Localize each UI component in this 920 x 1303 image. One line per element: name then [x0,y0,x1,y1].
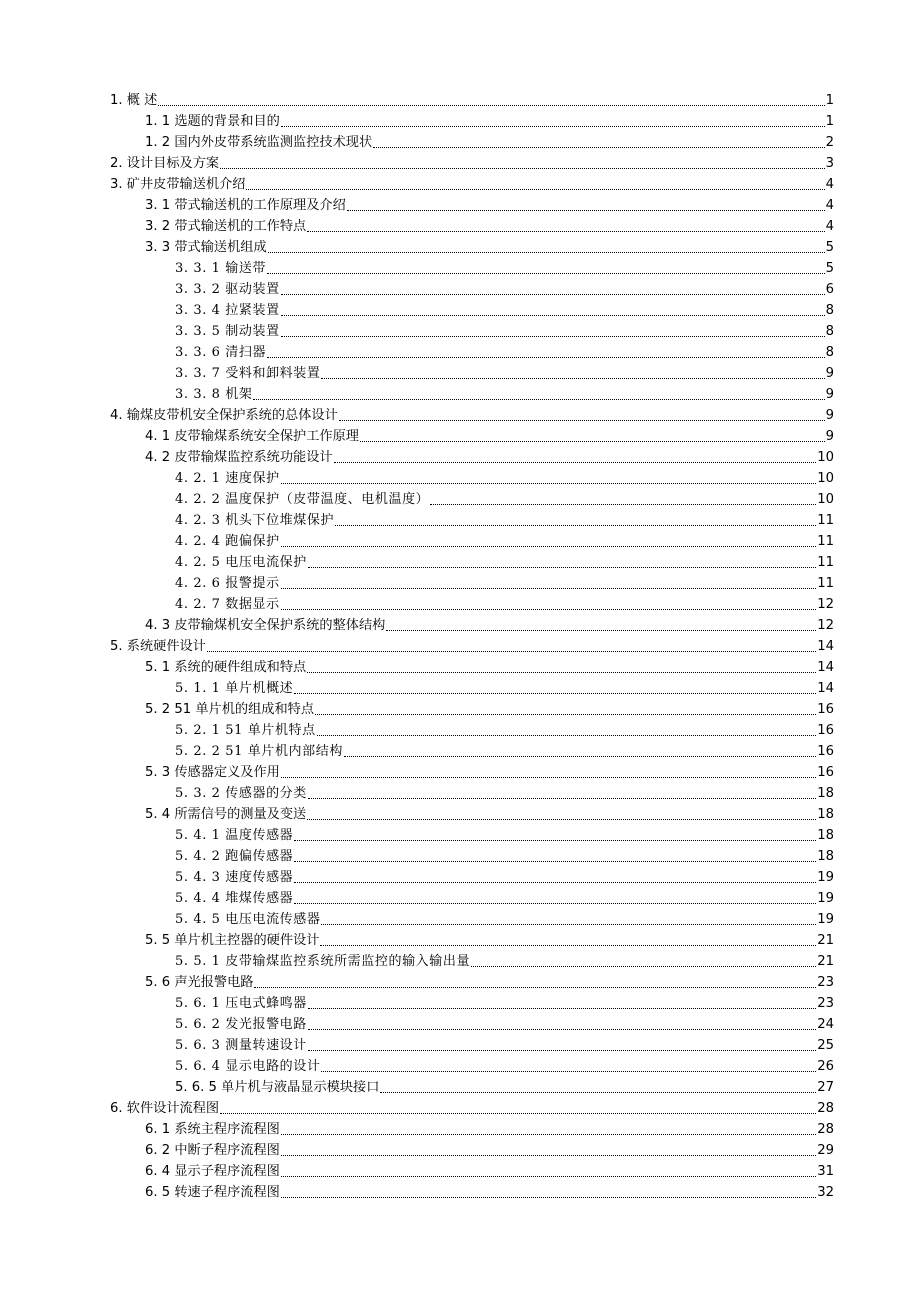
toc-entry-page-number: 5 [825,240,834,255]
toc-entry-page-number: 9 [825,408,834,423]
toc-entry-title: 5. 6. 5 单片机与液晶显示模块接口 [175,1080,380,1095]
toc-entry-page-number: 18 [817,828,834,843]
toc-entry-page-number: 19 [817,891,834,906]
toc-entry-title: 6. 2 中断子程序流程图 [145,1143,280,1158]
toc-dot-leader [220,168,825,169]
toc-dot-leader [281,609,817,610]
toc-entry-title: 5. 2 51 单片机的组成和特点 [145,702,315,717]
toc-dot-leader [253,399,824,400]
toc-dot-leader [307,672,816,673]
toc-dot-leader [220,1113,816,1114]
toc-entry-page-number: 1 [825,114,834,129]
toc-entry-page-number: 29 [817,1143,834,1158]
toc-dot-leader [308,798,816,799]
toc-entry-title: 1. 1 选题的背景和目的 [145,114,280,129]
toc-dot-leader [267,273,825,274]
toc-entry-page-number: 10 [817,471,834,486]
toc-entry-title: 3. 3. 6 清扫器 [175,345,267,360]
toc-dot-leader [281,336,825,337]
toc-entry-page-number: 16 [817,723,834,738]
toc-entry-page-number: 6 [825,282,834,297]
toc-entry-title: 4. 2. 7 数据显示 [175,597,280,612]
toc-dot-leader [281,1134,816,1135]
toc-entry[interactable] [110,1182,834,1203]
toc-entry[interactable] [110,111,834,132]
toc-entry-page-number: 16 [817,765,834,780]
toc-entry-title: 3. 3. 7 受料和卸料装置 [175,366,321,381]
toc-entry-page-number: 23 [817,996,834,1011]
toc-entry[interactable] [110,447,834,468]
toc-entry-page-number: 3 [825,156,834,171]
toc-entry-page-number: 1 [825,93,834,108]
toc-entry-title: 5. 3. 2 传感器的分类 [175,786,307,801]
toc-entry-page-number: 19 [817,912,834,927]
toc-dot-leader [281,1197,816,1198]
toc-entry-title: 3. 3. 1 输送带 [175,261,267,276]
toc-dot-leader [315,714,816,715]
toc-entry-page-number: 26 [817,1059,834,1074]
toc-entry[interactable] [110,699,834,720]
toc-entry-title: 4. 2. 5 电压电流保护 [175,555,307,570]
toc-entry[interactable] [110,846,834,867]
toc-entry-title: 5. 4. 2 跑偏传感器 [175,849,294,864]
toc-entry-page-number: 11 [817,534,834,549]
toc-entry-page-number: 28 [817,1122,834,1137]
toc-entry[interactable] [110,237,834,258]
toc-dot-leader [334,462,817,463]
toc-entry[interactable] [110,657,834,678]
toc-entry-page-number: 8 [825,345,834,360]
toc-entry-page-number: 21 [817,933,834,948]
toc-dot-leader [281,546,817,547]
toc-entry-title: 3. 3. 2 驱动装置 [175,282,280,297]
toc-entry[interactable] [110,909,834,930]
toc-entry-title: 5. 6. 2 发光报警电路 [175,1017,307,1032]
toc-entry-title: 5. 系统硬件设计 [110,639,206,654]
toc-entry-title: 5. 1. 1 单片机概述 [175,681,294,696]
toc-entry-page-number: 18 [817,807,834,822]
toc-entry-page-number: 23 [817,975,834,990]
toc-entry-title: 5. 6 声光报警电路 [145,975,254,990]
toc-entry[interactable] [110,993,834,1014]
toc-entry-title: 5. 3 传感器定义及作用 [145,765,280,780]
toc-dot-leader [281,777,816,778]
toc-dot-leader [308,1050,816,1051]
toc-dot-leader [307,231,824,232]
toc-dot-leader [268,252,825,253]
toc-entry[interactable] [110,132,834,153]
toc-entry-title: 5. 2. 1 51 单片机特点 [175,723,316,738]
toc-dot-leader [294,882,816,883]
toc-entry-page-number: 14 [817,660,834,675]
toc-entry-title: 4. 1 皮带输煤系统安全保护工作原理 [145,429,359,444]
toc-entry[interactable] [110,489,834,510]
toc-dot-leader [380,1092,816,1093]
toc-entry-title: 4. 3 皮带输煤机安全保护系统的整体结构 [145,618,386,633]
toc-entry-title: 3. 3. 8 机架 [175,387,253,402]
toc-entry-page-number: 19 [817,870,834,885]
toc-dot-leader [294,693,816,694]
toc-entry-page-number: 9 [825,387,834,402]
toc-dot-leader [307,819,816,820]
toc-dot-leader [373,147,824,148]
toc-entry-title: 1. 概 述 [110,93,158,108]
toc-entry[interactable] [110,615,834,636]
toc-dot-leader [294,903,816,904]
toc-entry-title: 5. 4. 3 速度传感器 [175,870,294,885]
toc-entry-page-number: 8 [825,324,834,339]
toc-entry-title: 5. 2. 2 51 单片机内部结构 [175,744,343,759]
toc-entry[interactable] [110,594,834,615]
toc-entry[interactable] [110,741,834,762]
toc-entry-title: 3. 矿井皮带输送机介绍 [110,177,246,192]
toc-entry-page-number: 16 [817,744,834,759]
toc-entry[interactable] [110,1161,834,1182]
toc-dot-leader [281,1155,816,1156]
toc-entry-page-number: 4 [825,177,834,192]
toc-entry[interactable] [110,216,834,237]
toc-entry-page-number: 27 [817,1080,834,1095]
toc-entry[interactable] [110,510,834,531]
toc-entry[interactable] [110,153,834,174]
toc-dot-leader [339,420,825,421]
toc-entry[interactable] [110,1056,834,1077]
toc-entry[interactable] [110,1119,834,1140]
toc-dot-leader [281,588,817,589]
toc-entry-title: 4. 2. 2 温度保护（皮带温度、电机温度） [175,492,430,507]
toc-entry[interactable] [110,300,834,321]
toc-dot-leader [281,126,825,127]
toc-entry[interactable] [110,363,834,384]
toc-entry-page-number: 11 [817,576,834,591]
toc-dot-leader [321,378,824,379]
toc-entry[interactable] [110,783,834,804]
toc-entry[interactable] [110,573,834,594]
toc-entry[interactable] [110,342,834,363]
toc-entry-page-number: 32 [817,1185,834,1200]
toc-entry[interactable] [110,1014,834,1035]
toc-dot-leader [360,441,825,442]
toc-entry[interactable] [110,174,834,195]
toc-entry-page-number: 2 [825,135,834,150]
toc-entry[interactable] [110,1077,834,1098]
toc-entry-title: 3. 3 带式输送机组成 [145,240,267,255]
toc-entry-title: 4. 2. 3 机头下位堆煤保护 [175,513,335,528]
toc-entry[interactable] [110,867,834,888]
toc-entry-page-number: 18 [817,786,834,801]
toc-entry-title: 5. 4. 5 电压电流传感器 [175,912,321,927]
toc-entry-title: 4. 2 皮带输煤监控系统功能设计 [145,450,333,465]
toc-dot-leader [281,315,825,316]
toc-entry[interactable] [110,888,834,909]
toc-entry-title: 3. 3. 5 制动装置 [175,324,280,339]
toc-entry[interactable] [110,1098,834,1119]
toc-dot-leader [308,567,816,568]
toc-entry-title: 5. 5. 1 皮带输煤监控系统所需监控的输入输出量 [175,954,471,969]
toc-entry-page-number: 10 [817,450,834,465]
toc-dot-leader [254,987,816,988]
toc-entry-title: 5. 6. 1 压电式蜂鸣器 [175,996,307,1011]
toc-entry-title: 2. 设计目标及方案 [110,156,220,171]
toc-entry-title: 6. 4 显示子程序流程图 [145,1164,280,1179]
toc-entry-page-number: 11 [817,513,834,528]
toc-dot-leader [335,525,816,526]
toc-entry-page-number: 10 [817,492,834,507]
toc-entry-title: 5. 4 所需信号的测量及变送 [145,807,307,822]
toc-entry[interactable] [110,930,834,951]
toc-entry[interactable] [110,825,834,846]
toc-entry-title: 4. 输煤皮带机安全保护系统的总体设计 [110,408,338,423]
toc-entry[interactable] [110,636,834,657]
toc-entry-page-number: 14 [817,639,834,654]
toc-entry-title: 5. 1 系统的硬件组成和特点 [145,660,307,675]
toc-dot-leader [347,210,825,211]
toc-entry-page-number: 4 [825,198,834,213]
toc-entry-title: 5. 6. 3 测量转速设计 [175,1038,307,1053]
toc-dot-leader [321,1071,816,1072]
toc-entry-page-number: 18 [817,849,834,864]
toc-entry-page-number: 11 [817,555,834,570]
toc-dot-leader [294,840,816,841]
toc-entry-title: 5. 5 单片机主控器的硬件设计 [145,933,320,948]
toc-dot-leader [207,651,816,652]
toc-dot-leader [308,1008,816,1009]
toc-dot-leader [321,924,816,925]
toc-entry-page-number: 14 [817,681,834,696]
toc-dot-leader [344,756,816,757]
toc-entry-title: 3. 1 带式输送机的工作原理及介绍 [145,198,346,213]
toc-entry[interactable] [110,804,834,825]
toc-entry[interactable] [110,552,834,573]
toc-entry[interactable] [110,678,834,699]
toc-entry[interactable] [110,972,834,993]
toc-dot-leader [158,105,824,106]
toc-entry[interactable] [110,1140,834,1161]
toc-entry[interactable] [110,405,834,426]
toc-entry-title: 1. 2 国内外皮带系统监测监控技术现状 [145,135,373,150]
toc-entry-page-number: 28 [817,1101,834,1116]
toc-entry[interactable] [110,258,834,279]
toc-dot-leader [308,1029,816,1030]
toc-dot-leader [320,945,816,946]
toc-entry[interactable] [110,1035,834,1056]
table-of-contents [110,90,834,1203]
toc-entry[interactable] [110,90,834,111]
toc-entry[interactable] [110,426,834,447]
toc-entry-title: 5. 4. 1 温度传感器 [175,828,294,843]
toc-entry[interactable] [110,720,834,741]
toc-entry[interactable] [110,468,834,489]
toc-entry-title: 3. 2 带式输送机的工作特点 [145,219,307,234]
toc-dot-leader [386,630,816,631]
toc-entry-title: 6. 5 转速子程序流程图 [145,1185,280,1200]
toc-dot-leader [281,483,817,484]
toc-entry[interactable] [110,951,834,972]
toc-entry-title: 5. 6. 4 显示电路的设计 [175,1059,321,1074]
toc-entry-page-number: 8 [825,303,834,318]
toc-entry-page-number: 5 [825,261,834,276]
toc-entry-title: 6. 软件设计流程图 [110,1101,220,1116]
toc-entry-page-number: 25 [817,1038,834,1053]
toc-entry[interactable] [110,195,834,216]
toc-entry-page-number: 24 [817,1017,834,1032]
toc-entry-page-number: 4 [825,219,834,234]
toc-entry-title: 4. 2. 6 报警提示 [175,576,280,591]
toc-entry-page-number: 16 [817,702,834,717]
toc-entry-title: 3. 3. 4 拉紧装置 [175,303,280,318]
toc-entry-page-number: 31 [817,1164,834,1179]
toc-entry-page-number: 9 [825,429,834,444]
toc-dot-leader [281,1176,816,1177]
toc-dot-leader [267,357,825,358]
toc-dot-leader [294,861,816,862]
toc-dot-leader [281,294,825,295]
toc-dot-leader [430,504,816,505]
toc-dot-leader [471,966,816,967]
toc-entry-page-number: 12 [817,597,834,612]
toc-entry-title: 6. 1 系统主程序流程图 [145,1122,280,1137]
toc-entry[interactable] [110,279,834,300]
toc-entry[interactable] [110,321,834,342]
toc-entry-page-number: 12 [817,618,834,633]
toc-entry-page-number: 9 [825,366,834,381]
toc-entry[interactable] [110,384,834,405]
toc-entry-title: 5. 4. 4 堆煤传感器 [175,891,294,906]
toc-entry-title: 4. 2. 1 速度保护 [175,471,280,486]
toc-entry[interactable] [110,531,834,552]
toc-entry-title: 4. 2. 4 跑偏保护 [175,534,280,549]
toc-dot-leader [317,735,816,736]
toc-entry[interactable] [110,762,834,783]
toc-dot-leader [246,189,824,190]
toc-entry-page-number: 21 [817,954,834,969]
